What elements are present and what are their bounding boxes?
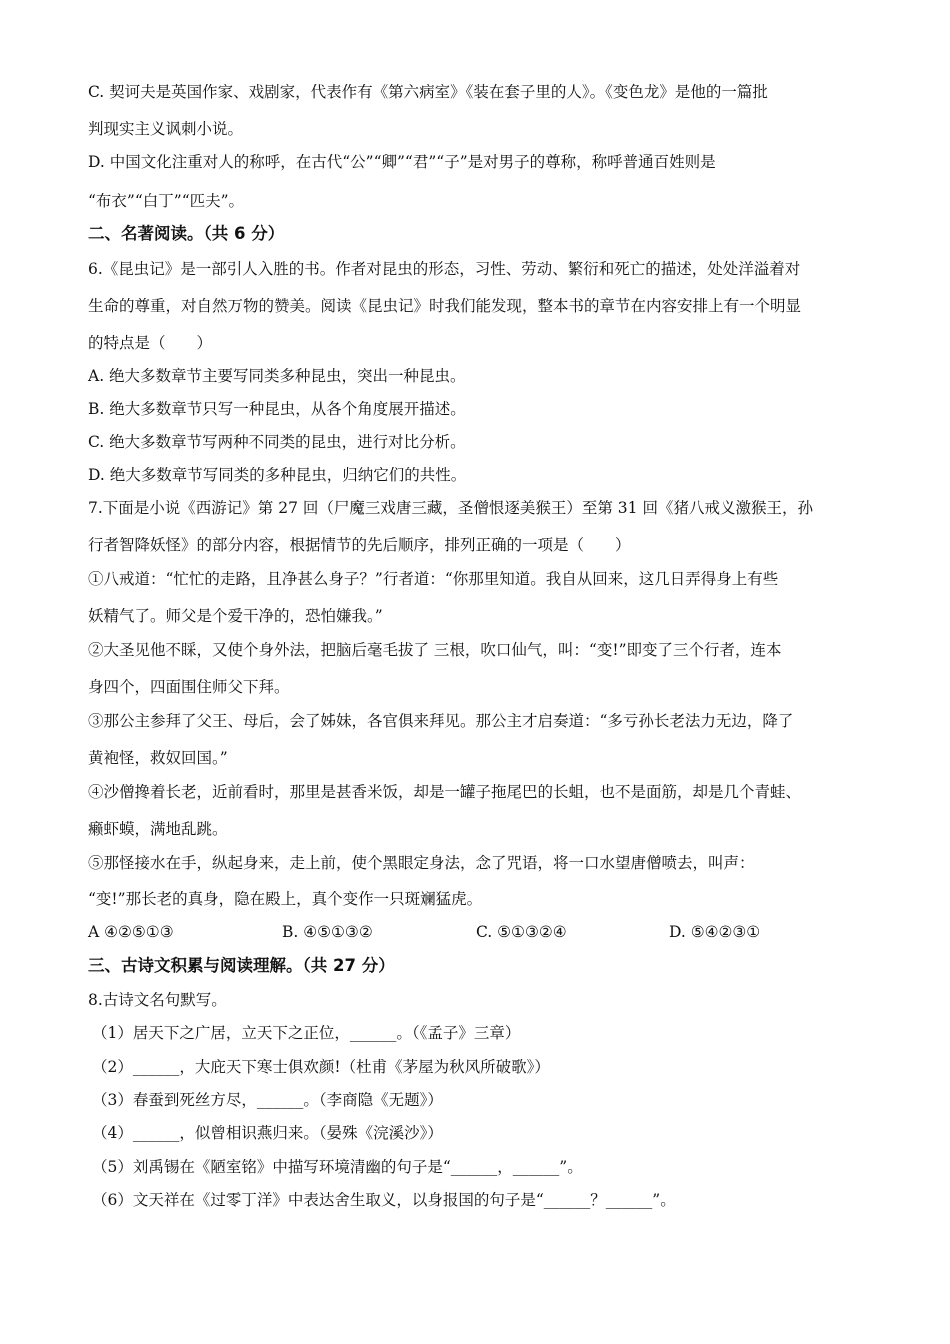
q8-item-5: （5）刘禹锡在《陋室铭》中描写环境清幽的句子是“______，______”。 xyxy=(92,1158,583,1176)
q8-item-3: （3）春蚕到死丝方尽，______。（李商隐《无题》） xyxy=(92,1091,443,1109)
q8-item-2: （2）______，大庇天下寒士俱欢颜!（杜甫《茅屋为秋风所破歌》） xyxy=(92,1058,550,1076)
q7-passage-3-line2: 黄袍怪，救奴回国。” xyxy=(88,749,228,767)
q7-option-b: B. ④⑤①③② xyxy=(282,923,373,941)
q5-option-d-line1: D. 中国文化注重对人的称呼，在古代“公”“卿”“君”“子”是对男子的尊称，称呼普通百姓则是 xyxy=(88,153,716,171)
q7-option-d: D. ⑤④②③① xyxy=(669,923,761,941)
q6-option-a: A. 绝大多数章节主要写同类多种昆虫，突出一种昆虫。 xyxy=(88,367,466,385)
q7-stem-line2: 行者智降妖怪》的部分内容，根据情节的先后顺序，排列正确的一项是（ ） xyxy=(88,536,631,554)
q6-option-c: C. 绝大多数章节写两种不同类的昆虫，进行对比分析。 xyxy=(88,433,466,451)
q7-passage-1-line2: 妖精气了。师父是个爱干净的，恐怕嫌我。” xyxy=(88,607,383,625)
q5-option-d-line2: “布衣”“白丁”“匹夫”。 xyxy=(88,192,245,210)
q6-stem-line2: 生命的尊重，对自然万物的赞美。阅读《昆虫记》时我们能发现，整本书的章节在内容安排上有一个明显 xyxy=(88,297,802,315)
q6-stem-line3: 的特点是（ ） xyxy=(88,334,213,352)
q7-passage-1-line1: ①八戒道：“忙忙的走路，且净甚么身子？”行者道：“你那里知道。我自从回来，这几日弄得身上有些 xyxy=(88,570,779,588)
section-3-heading: 三、古诗文积累与阅读理解。（共 27 分） xyxy=(88,956,395,975)
section-2-heading: 二、名著阅读。（共 6 分） xyxy=(88,224,285,243)
q7-passage-5-line1: ⑤那怪接水在手，纵起身来，走上前，使个黑眼定身法，念了咒语，将一口水望唐僧喷去，叫声： xyxy=(88,854,755,872)
q7-passage-3-line1: ③那公主参拜了父王、母后，会了姊妹，各官俱来拜见。那公主才启奏道：“多亏孙长老法力无边，降了 xyxy=(88,712,794,730)
q8-item-4: （4）______，似曾相识燕归来。（晏殊《浣溪沙》） xyxy=(92,1124,443,1142)
q7-option-a: A ④②⑤①③ xyxy=(88,923,174,941)
q6-stem-line1: 6.《昆虫记》是一部引人入胜的书。作者对昆虫的形态，习性、劳动、繁衍和死亡的描述，处处洋溢着对 xyxy=(88,260,801,278)
q7-passage-2-line2: 身四个，四面围住师父下拜。 xyxy=(88,678,290,696)
q7-passage-4-line2: 癞虾蟆，满地乱跳。 xyxy=(88,820,228,838)
q8-title: 8.古诗文名句默写。 xyxy=(88,991,227,1009)
q7-passage-4-line1: ④沙僧搀着长老，近前看时，那里是甚香米饭，却是一罐子拖尾巴的长蛆，也不是面筋，却是几个青蛙、 xyxy=(88,783,802,801)
q7-passage-2-line1: ②大圣见他不睬，又使个身外法，把脑后毫毛拔了 三根，吹口仙气，叫：“变!”即变了三个行者，连本 xyxy=(88,641,782,659)
q6-option-d: D. 绝大多数章节写同类的多种昆虫，归纳它们的共性。 xyxy=(88,466,467,484)
q7-stem-line1: 7.下面是小说《西游记》第 27 回（尸魔三戏唐三藏，圣僧恨逐美猴王）至第 31 回《猪八戒义激猴王，孙 xyxy=(88,499,813,517)
q8-item-1: （1）居天下之广居，立天下之正位，______。（《孟子》三章） xyxy=(92,1024,521,1042)
q5-option-c-line2: 判现实主义讽刺小说。 xyxy=(88,120,244,138)
q7-passage-5-line2: “变!”那长老的真身，隐在殿上，真个变作一只斑斓猛虎。 xyxy=(88,890,483,908)
q6-option-b: B. 绝大多数章节只写一种昆虫，从各个角度展开描述。 xyxy=(88,400,466,418)
q8-item-6: （6）文天祥在《过零丁洋》中表达舍生取义，以身报国的句子是“______？______”。 xyxy=(92,1191,676,1209)
q7-option-c: C. ⑤①③②④ xyxy=(476,923,567,941)
q5-option-c-line1: C. 契诃夫是英国作家、戏剧家，代表作有《第六病室》《装在套子里的人》。《变色龙》是他的一篇批 xyxy=(88,83,768,101)
